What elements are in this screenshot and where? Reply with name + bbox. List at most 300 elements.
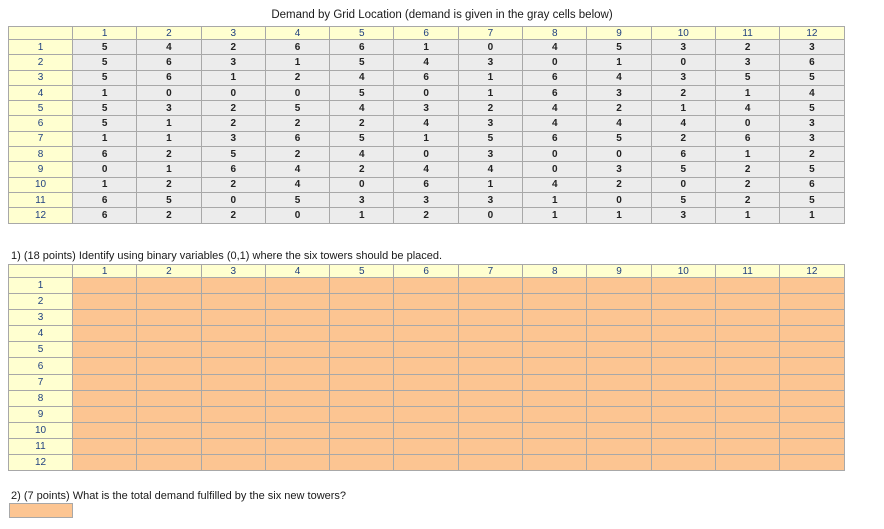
demand-cell: 5: [715, 70, 779, 85]
question-2: 2) (7 points) What is the total demand fulfilled by the six new towers?: [11, 490, 347, 502]
binary-row: [9, 342, 845, 358]
demand-cell: 4: [523, 40, 587, 55]
binary-column-header: 6: [394, 265, 458, 278]
demand-cell: 5: [265, 192, 329, 207]
binary-input-cell[interactable]: [780, 390, 844, 406]
demand-cell: 6: [523, 85, 587, 100]
binary-input-cell[interactable]: [73, 342, 137, 358]
demand-cell: 3: [458, 192, 522, 207]
demand-cell: 1: [394, 40, 458, 55]
binary-input-cell[interactable]: [523, 455, 587, 471]
binary-row: [9, 422, 845, 438]
demand-cell: 1: [265, 55, 329, 70]
binary-input-cell[interactable]: [523, 374, 587, 390]
demand-cell: 3: [458, 55, 522, 70]
demand-cell: 0: [73, 162, 137, 177]
demand-row-header: 2: [9, 55, 73, 70]
binary-input-cell[interactable]: [265, 438, 329, 454]
binary-input-cell[interactable]: [651, 406, 715, 422]
binary-input-cell[interactable]: [201, 406, 265, 422]
demand-cell: 0: [265, 85, 329, 100]
binary-input-cell[interactable]: [715, 422, 779, 438]
demand-cell: 2: [201, 101, 265, 116]
binary-input-cell[interactable]: [330, 390, 394, 406]
binary-input-cell[interactable]: [73, 310, 137, 326]
demand-cell: 0: [137, 85, 201, 100]
demand-cell: 4: [330, 101, 394, 116]
demand-column-header: 2: [137, 27, 201, 40]
binary-input-cell[interactable]: [265, 294, 329, 310]
binary-input-cell[interactable]: [715, 358, 779, 374]
binary-input-cell[interactable]: [73, 438, 137, 454]
binary-input-cell[interactable]: [330, 455, 394, 471]
demand-cell: 2: [201, 177, 265, 192]
binary-input-cell[interactable]: [458, 342, 522, 358]
demand-cell: 2: [394, 208, 458, 223]
binary-input-cell[interactable]: [265, 422, 329, 438]
binary-input-cell[interactable]: [137, 310, 201, 326]
binary-input-cell[interactable]: [651, 278, 715, 294]
binary-input-cell[interactable]: [394, 438, 458, 454]
demand-cell: 1: [523, 192, 587, 207]
binary-input-cell[interactable]: [73, 390, 137, 406]
binary-input-cell[interactable]: [651, 374, 715, 390]
demand-row-header: 8: [9, 147, 73, 162]
demand-cell: 1: [587, 208, 651, 223]
demand-cell: 3: [651, 70, 715, 85]
binary-input-cell[interactable]: [523, 358, 587, 374]
demand-cell: 4: [394, 162, 458, 177]
demand-cell: 5: [458, 131, 522, 146]
binary-input-cell[interactable]: [458, 294, 522, 310]
binary-input-cell[interactable]: [330, 294, 394, 310]
demand-cell: 5: [780, 101, 844, 116]
demand-cell: 6: [137, 55, 201, 70]
binary-input-cell[interactable]: [523, 422, 587, 438]
demand-column-header: 10: [651, 27, 715, 40]
binary-input-cell[interactable]: [330, 358, 394, 374]
demand-cell: 0: [651, 177, 715, 192]
binary-input-cell[interactable]: [587, 342, 651, 358]
demand-cell: 0: [715, 116, 779, 131]
binary-input-cell[interactable]: [201, 374, 265, 390]
demand-cell: 6: [73, 208, 137, 223]
demand-cell: 2: [651, 85, 715, 100]
binary-input-cell[interactable]: [587, 374, 651, 390]
binary-input-cell[interactable]: [394, 294, 458, 310]
binary-input-cell[interactable]: [587, 406, 651, 422]
binary-input-cell[interactable]: [458, 438, 522, 454]
binary-input-cell[interactable]: [780, 294, 844, 310]
binary-input-cell[interactable]: [458, 390, 522, 406]
binary-input-cell[interactable]: [458, 422, 522, 438]
binary-input-cell[interactable]: [651, 310, 715, 326]
demand-cell: 4: [265, 177, 329, 192]
demand-cell: 1: [715, 147, 779, 162]
demand-cell: 6: [265, 131, 329, 146]
binary-input-cell[interactable]: [137, 278, 201, 294]
demand-row-header: 3: [9, 70, 73, 85]
demand-cell: 0: [394, 147, 458, 162]
binary-input-cell[interactable]: [651, 326, 715, 342]
demand-corner-cell: [9, 27, 73, 40]
binary-row-header: 8: [9, 390, 73, 406]
demand-row-header: 6: [9, 116, 73, 131]
binary-row: [9, 310, 845, 326]
binary-input-cell[interactable]: [715, 326, 779, 342]
binary-row: [9, 438, 845, 454]
demand-cell: 2: [265, 147, 329, 162]
binary-input-cell[interactable]: [73, 406, 137, 422]
demand-cell: 2: [651, 131, 715, 146]
demand-cell: 2: [137, 177, 201, 192]
demand-cell: 0: [201, 85, 265, 100]
binary-input-cell[interactable]: [73, 455, 137, 471]
binary-variable-table: [8, 264, 845, 471]
binary-input-cell[interactable]: [265, 310, 329, 326]
binary-input-cell[interactable]: [780, 342, 844, 358]
demand-cell: 2: [330, 116, 394, 131]
binary-input-cell[interactable]: [73, 278, 137, 294]
binary-input-cell[interactable]: [201, 326, 265, 342]
demand-cell: 6: [137, 70, 201, 85]
binary-input-cell[interactable]: [201, 310, 265, 326]
binary-input-cell[interactable]: [651, 422, 715, 438]
binary-column-header: 3: [201, 265, 265, 278]
demand-cell: 1: [587, 55, 651, 70]
binary-input-cell[interactable]: [780, 406, 844, 422]
binary-input-cell[interactable]: [330, 278, 394, 294]
binary-input-cell[interactable]: [201, 294, 265, 310]
demand-cell: 1: [394, 131, 458, 146]
binary-input-cell[interactable]: [715, 390, 779, 406]
demand-cell: 6: [780, 177, 844, 192]
question-1: 1) (18 points) Identify using binary variables (0,1) where the six towers should be placed.: [11, 250, 443, 262]
binary-input-cell[interactable]: [523, 310, 587, 326]
binary-input-cell[interactable]: [265, 342, 329, 358]
binary-input-cell[interactable]: [458, 406, 522, 422]
demand-table: [8, 26, 845, 224]
binary-input-cell[interactable]: [265, 406, 329, 422]
binary-input-cell[interactable]: [137, 358, 201, 374]
total-demand-answer-cell[interactable]: [9, 503, 73, 518]
binary-input-cell[interactable]: [330, 406, 394, 422]
binary-input-cell[interactable]: [587, 422, 651, 438]
binary-input-cell[interactable]: [137, 326, 201, 342]
demand-cell: 5: [330, 55, 394, 70]
demand-row: [9, 85, 845, 100]
binary-input-cell[interactable]: [587, 455, 651, 471]
demand-cell: 1: [715, 85, 779, 100]
binary-row-header: 1: [9, 278, 73, 294]
binary-input-cell[interactable]: [137, 374, 201, 390]
binary-row: [9, 358, 845, 374]
binary-input-cell[interactable]: [587, 390, 651, 406]
demand-cell: 3: [780, 131, 844, 146]
binary-row: [9, 278, 845, 294]
binary-input-cell[interactable]: [137, 438, 201, 454]
demand-cell: 1: [458, 70, 522, 85]
binary-input-cell[interactable]: [715, 455, 779, 471]
binary-input-cell[interactable]: [137, 455, 201, 471]
binary-input-cell[interactable]: [73, 326, 137, 342]
binary-input-cell[interactable]: [330, 374, 394, 390]
demand-cell: 2: [201, 208, 265, 223]
demand-cell: 2: [265, 116, 329, 131]
binary-input-cell[interactable]: [265, 390, 329, 406]
binary-input-cell[interactable]: [265, 326, 329, 342]
binary-input-cell[interactable]: [651, 438, 715, 454]
binary-input-cell[interactable]: [73, 374, 137, 390]
binary-input-cell[interactable]: [265, 278, 329, 294]
binary-input-cell[interactable]: [137, 342, 201, 358]
page-title: Demand by Grid Location (demand is given in the gray cells below): [271, 9, 613, 21]
demand-cell: 1: [73, 85, 137, 100]
binary-input-cell[interactable]: [265, 374, 329, 390]
binary-input-cell[interactable]: [715, 374, 779, 390]
binary-corner-cell: [9, 265, 73, 278]
demand-row-header: 7: [9, 131, 73, 146]
demand-row: [9, 192, 845, 207]
demand-cell: 3: [458, 116, 522, 131]
binary-input-cell[interactable]: [201, 358, 265, 374]
demand-cell: 5: [73, 101, 137, 116]
demand-cell: 2: [715, 40, 779, 55]
demand-cell: 4: [651, 116, 715, 131]
demand-cell: 3: [330, 192, 394, 207]
binary-input-cell[interactable]: [330, 310, 394, 326]
binary-input-cell[interactable]: [201, 438, 265, 454]
demand-cell: 4: [587, 116, 651, 131]
binary-row: [9, 374, 845, 390]
demand-cell: 6: [651, 147, 715, 162]
demand-cell: 1: [458, 85, 522, 100]
binary-input-cell[interactable]: [458, 358, 522, 374]
binary-column-header: 7: [458, 265, 522, 278]
demand-cell: 5: [651, 192, 715, 207]
binary-input-cell[interactable]: [394, 310, 458, 326]
binary-input-cell[interactable]: [715, 406, 779, 422]
demand-cell: 5: [73, 116, 137, 131]
demand-cell: 6: [330, 40, 394, 55]
binary-input-cell[interactable]: [137, 294, 201, 310]
demand-column-header: 1: [73, 27, 137, 40]
binary-input-cell[interactable]: [715, 278, 779, 294]
demand-cell: 4: [587, 70, 651, 85]
binary-input-cell[interactable]: [330, 438, 394, 454]
demand-cell: 3: [201, 131, 265, 146]
binary-input-cell[interactable]: [715, 294, 779, 310]
demand-row-header: 10: [9, 177, 73, 192]
demand-cell: 5: [587, 131, 651, 146]
demand-cell: 2: [780, 147, 844, 162]
binary-input-cell[interactable]: [458, 326, 522, 342]
demand-cell: 4: [458, 162, 522, 177]
binary-input-cell[interactable]: [394, 278, 458, 294]
binary-input-cell[interactable]: [523, 390, 587, 406]
binary-input-cell[interactable]: [137, 406, 201, 422]
binary-input-cell[interactable]: [201, 422, 265, 438]
demand-row: [9, 101, 845, 116]
binary-row: [9, 390, 845, 406]
binary-input-cell[interactable]: [523, 342, 587, 358]
demand-cell: 4: [330, 147, 394, 162]
demand-cell: 2: [458, 101, 522, 116]
demand-cell: 5: [201, 147, 265, 162]
binary-input-cell[interactable]: [523, 294, 587, 310]
binary-input-cell[interactable]: [394, 390, 458, 406]
binary-row-header: 4: [9, 326, 73, 342]
binary-input-cell[interactable]: [523, 406, 587, 422]
demand-cell: 4: [394, 55, 458, 70]
binary-input-cell[interactable]: [587, 326, 651, 342]
binary-input-cell[interactable]: [201, 278, 265, 294]
demand-cell: 6: [715, 131, 779, 146]
binary-input-cell[interactable]: [780, 310, 844, 326]
binary-input-cell[interactable]: [715, 342, 779, 358]
binary-input-cell[interactable]: [73, 422, 137, 438]
binary-input-cell[interactable]: [394, 422, 458, 438]
demand-cell: 0: [587, 147, 651, 162]
binary-input-cell[interactable]: [523, 278, 587, 294]
demand-row: [9, 147, 845, 162]
demand-cell: 5: [73, 40, 137, 55]
demand-column-header: 8: [523, 27, 587, 40]
demand-cell: 5: [73, 55, 137, 70]
binary-input-cell[interactable]: [715, 310, 779, 326]
binary-input-cell[interactable]: [394, 326, 458, 342]
demand-column-header: 11: [715, 27, 779, 40]
binary-input-cell[interactable]: [137, 422, 201, 438]
demand-cell: 1: [73, 131, 137, 146]
demand-row: [9, 208, 845, 223]
binary-row: [9, 455, 845, 471]
demand-cell: 2: [715, 192, 779, 207]
binary-input-cell[interactable]: [265, 358, 329, 374]
demand-cell: 2: [201, 116, 265, 131]
binary-input-cell[interactable]: [651, 294, 715, 310]
binary-input-cell[interactable]: [73, 358, 137, 374]
binary-input-cell[interactable]: [201, 390, 265, 406]
binary-input-cell[interactable]: [458, 374, 522, 390]
demand-cell: 4: [394, 116, 458, 131]
demand-cell: 4: [330, 70, 394, 85]
demand-cell: 4: [265, 162, 329, 177]
binary-row-header: 7: [9, 374, 73, 390]
demand-cell: 2: [137, 208, 201, 223]
demand-cell: 0: [330, 177, 394, 192]
binary-input-cell[interactable]: [394, 455, 458, 471]
demand-column-header: 12: [780, 27, 844, 40]
demand-cell: 6: [201, 162, 265, 177]
demand-cell: 6: [73, 192, 137, 207]
binary-row-header: 6: [9, 358, 73, 374]
demand-cell: 1: [137, 162, 201, 177]
binary-row: [9, 406, 845, 422]
binary-input-cell[interactable]: [587, 310, 651, 326]
binary-input-cell[interactable]: [780, 326, 844, 342]
demand-cell: 6: [394, 177, 458, 192]
demand-row-header: 4: [9, 85, 73, 100]
binary-input-cell[interactable]: [651, 390, 715, 406]
binary-input-cell[interactable]: [458, 278, 522, 294]
demand-cell: 3: [137, 101, 201, 116]
demand-cell: 1: [523, 208, 587, 223]
demand-cell: 0: [523, 55, 587, 70]
demand-column-header: 4: [265, 27, 329, 40]
binary-input-cell[interactable]: [523, 438, 587, 454]
demand-cell: 4: [523, 101, 587, 116]
demand-cell: 6: [523, 131, 587, 146]
binary-input-cell[interactable]: [587, 438, 651, 454]
demand-cell: 0: [523, 162, 587, 177]
demand-column-header: 7: [458, 27, 522, 40]
demand-cell: 3: [715, 55, 779, 70]
binary-input-cell[interactable]: [651, 342, 715, 358]
binary-input-cell[interactable]: [715, 438, 779, 454]
demand-row: [9, 162, 845, 177]
demand-cell: 6: [394, 70, 458, 85]
binary-input-cell[interactable]: [651, 358, 715, 374]
binary-input-cell[interactable]: [201, 455, 265, 471]
demand-cell: 1: [137, 131, 201, 146]
binary-input-cell[interactable]: [587, 278, 651, 294]
demand-cell: 3: [458, 147, 522, 162]
binary-input-cell[interactable]: [587, 294, 651, 310]
binary-input-cell[interactable]: [780, 438, 844, 454]
demand-row: [9, 55, 845, 70]
binary-input-cell[interactable]: [394, 406, 458, 422]
binary-input-cell[interactable]: [330, 422, 394, 438]
demand-cell: 4: [523, 177, 587, 192]
binary-input-cell[interactable]: [73, 294, 137, 310]
demand-cell: 3: [651, 40, 715, 55]
binary-input-cell[interactable]: [651, 455, 715, 471]
binary-column-header: 2: [137, 265, 201, 278]
demand-cell: 3: [587, 162, 651, 177]
binary-input-cell[interactable]: [394, 342, 458, 358]
binary-input-cell[interactable]: [780, 358, 844, 374]
demand-cell: 0: [651, 55, 715, 70]
binary-input-cell[interactable]: [780, 374, 844, 390]
binary-input-cell[interactable]: [137, 390, 201, 406]
binary-input-cell[interactable]: [330, 342, 394, 358]
binary-input-cell[interactable]: [780, 455, 844, 471]
demand-cell: 3: [394, 192, 458, 207]
demand-row-header: 9: [9, 162, 73, 177]
demand-cell: 5: [780, 70, 844, 85]
demand-row-header: 11: [9, 192, 73, 207]
demand-cell: 1: [137, 116, 201, 131]
binary-input-cell[interactable]: [330, 326, 394, 342]
binary-input-cell[interactable]: [265, 455, 329, 471]
binary-row: [9, 294, 845, 310]
demand-cell: 5: [651, 162, 715, 177]
binary-input-cell[interactable]: [780, 278, 844, 294]
demand-cell: 5: [780, 162, 844, 177]
binary-input-cell[interactable]: [523, 326, 587, 342]
binary-input-cell[interactable]: [458, 310, 522, 326]
binary-input-cell[interactable]: [201, 342, 265, 358]
binary-column-header: 5: [330, 265, 394, 278]
demand-cell: 0: [201, 192, 265, 207]
binary-input-cell[interactable]: [587, 358, 651, 374]
binary-input-cell[interactable]: [780, 422, 844, 438]
demand-cell: 4: [137, 40, 201, 55]
binary-input-cell[interactable]: [394, 374, 458, 390]
binary-input-cell[interactable]: [394, 358, 458, 374]
binary-input-cell[interactable]: [458, 455, 522, 471]
